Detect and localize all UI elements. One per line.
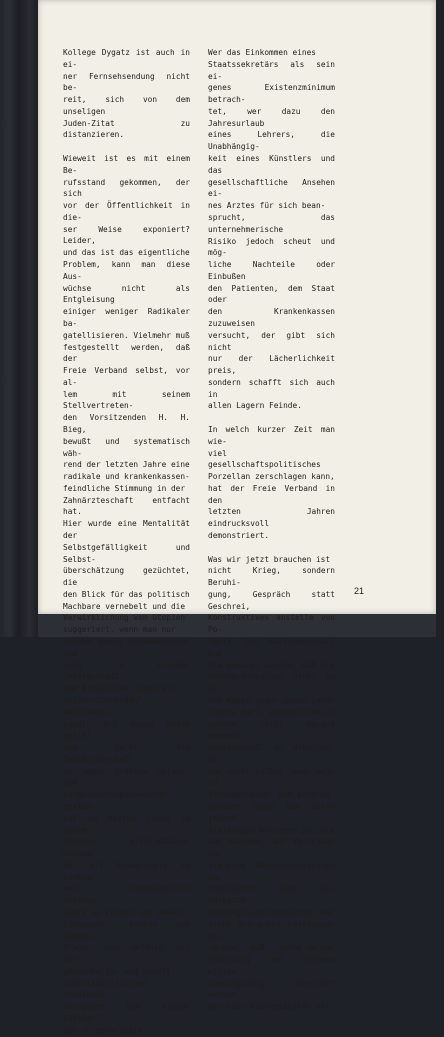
right-text-column (208, 47, 335, 1013)
paragraph: Kollege Dygatz ist auch in ei- ner Fernsehsendung nicht be- reit, sich von dem unseligen Juden-Zitat zu distanzieren. (63, 48, 190, 140)
left-text-column (63, 47, 190, 1037)
page-number: 21 (354, 586, 365, 596)
paragraph: Wieweit ist es mit einem Be- rufsstand gekommen, der sich vor der Öffentlichkeit in die- ser Weise exponiert? Leider, und das ist das eigentliche Problem, kann man diese Aus- wüchse nicht als Entgleisung einiger weniger Radikaler ba- gatellisieren. Vielmehr muß festgestellt werden, daß der Freie Verband selbst, vor al- lem mit seinem Stellvertreten- den Vorsitzenden H. H. Bieg, bewußt und systematisch wäh- rend der letzten Jahre eine radikale und krankenkassen- feindliche Stimmung in der Zahnärzteschaft entfacht hat. Hier wurde eine Mentalität der Selbstgefälligkeit und Selbst- überschätzung gezüchtet, die den Blick für das politisch Machbare vernebelt und die Verwirklichung von Utopien suggeriert, wenn man nur stramm genug zusammensteht und sich in blinder Gefolgschaft dem Diktat des "zentrali- stisch-führenden" Vorstandes beugt. Auf diese Weise geriet und gerät die Zahnärzteschaft in immer größere Gefahr, vom verantwortungsbewußten Heilbe- ruf im besten Sinne zu einem Klüngel mittelmäßiger Handwer- ker mit Krämerseele zu verkom- men - hauptsächlich interes- siert an Fragen von Umsatz, Einkommen, Kosten und Steuer- fragen, aber unfähig, mit den gesundheits- und gesell- schaftspolitischen Problemen umzugehen und eigene Initiati- ven zu entwickeln. (63, 154, 190, 1035)
paragraph: In welch kurzer Zeit man wie- viel gesellschaftspolitisches Porzellan zerschlagen kann, hat der Freie Verband in den letzten Jahren eindrucksvoll demonstriert. (208, 424, 335, 541)
paragraph: Was wir jetzt brauchen ist nicht Krieg, sondern Beruhi- gung, Gespräch statt Geschrei, Konstruktives anstelle von Po- lemik. Der Kollegenschaft muß klargemacht werden, daß die Honorardeckelung nicht zu ei- nem Kampf jeder gegen jeden führen darf, sondern daß es gerade jetzt darauf ankommt, kostenbewußt zu arbeiten, um uns nicht selbst immer mehr zu strangulieren. Den größten Schaden fügen uns allen jedoch diejenigen Kollegen zu, die das anonyme, auf Vertrauen ba- sierende Abrechnungssystem ma- nipulieren und als Selbstbe- dienungsladen benützen. Wer nicht erbrachte Leistungen ab- rechnet, muß - schon um der Erhaltung des Systems willen - unnachgiebig bestraft werden. Wer hier Kollegialität mit (208, 554, 335, 1012)
paragraph: Wer das Einkommen eines Staatssekretärs als sein ei- genes Existenzminimum betrach- tet, wer dazu den Jahresurlaub eines Lehrers, die Unabhängig- keit eines Künstlers und das gesellschaftliche Ansehen ei- nes Arztes für sich bean- sprucht, das unternehmerische Risiko jedoch scheut und mög- liche Nachteile oder Einbußen den Patienten, dem Staat oder den Krankenkassen zuzuweisen versucht, der gibt sich nicht nur der Lächerlichkeit preis, sondern schafft sich auch in allen Lagern Feinde. (208, 48, 335, 411)
